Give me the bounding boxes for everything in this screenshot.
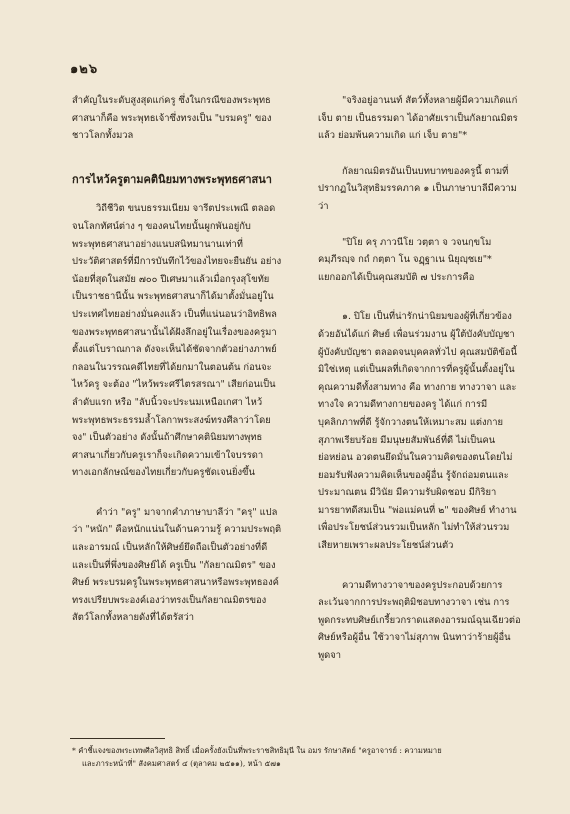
body-paragraph-4: ความดีทางวาจาของครูประกอบด้วยการละเว้นจากการประพฤติมิชอบทางวาจา เช่น การพูดกระทบศิษย์เกรี้ยวกราดแสดงอารมณ์ฉุนเฉียวต่อศิษย์หรือผู้อื่น ใช้วาจาไม่สุภาพ นินทาว่าร้ายผู้อื่น พูดจา — [318, 579, 521, 662]
footnote-line-1: * คำชี้แจงของพระเทพศีลวิสุทธิ สิทธิ์ เมื่อครั้งยังเป็นที่พระราชสิทธิมุนี ใน อมร รักษาสัตย์ "ครูอาจารย์ : ความหมาย — [72, 746, 442, 755]
pali-verse: "ปิโย ครุ ภาวนีโย วตฺตา จ วจนกฺขโม คมฺภีรญฺจ กถํ กตฺตา โน จฏฺฐาเน นิยุญฺชเย"* — [318, 236, 492, 266]
qualities-intro: แยกออกได้เป็นคุณสมบัติ ๗ ประการคือ — [318, 271, 475, 283]
body-paragraph-2: คำว่า "ครู" มาจากคำภาษาบาลีว่า "ครุ" แปลว่า "หนัก" คือหนักแน่นในด้านความรู้ ความประพฤติ และอารมณ์ เป็นหลักให้ศิษย์ยึดถือเป็นตัวอย่างที่ดีและเป็นที่พึ่งของศิษย์ได้ ครูเป็น "กัลยาณมิตร" ของศิษย์ พระบรมครูในพระพุทธศาสนาหรือพระพุทธองค์ทรงเปรียบพระองค์เองว่าทรงเป็นกัลยาณมิตรของสัตว์โลกทั้งหลายดังที่ได้ตรัสว่า — [72, 506, 282, 624]
body-paragraph-3: กัลยาณมิตรอันเป็นบทบาทของครูนี้ ตามที่ปรากฏในวิสุทธิมรรคภาค ๑ เป็นภาษาบาลีมีความว่า — [318, 165, 517, 212]
footnote-divider — [70, 738, 165, 739]
section-heading: การไหว้ครูตามคตินิยมทางพระพุทธศาสนา — [72, 172, 272, 186]
body-paragraph-1: วิถีชีวิต ขนบธรรมเนียม จารีตประเพณี ตลอดจนโลกทัศน์ต่าง ๆ ของคนไทยนั้นผูกพันอยู่กับพระพุทธศาสนาอย่างแนบสนิทมานานเท่าที่ประวัติศาสตร์ที่มีการบันทึกไว้ของไทยจะยืนยัน อย่างน้อยที่สุดในสมัย ๗๐๐ ปีเศษมาแล้วเมื่อกรุงสุโขทัยเป็นราชธานีนั้น พระพุทธศาสนาก็ได้มาตั้งมั่นอยู่ในประเทศไทยอย่างมั่นคงแล้ว เป็นที่แน่นอนว่าอิทธิพลของพระพุทธศาสนานั้นได้ฝังลึกอยู่ในเรื่องของครูมาตั้งแต่โบราณกาล ดังจะเห็นได้ชัดจากตัวอย่างภาพย์ กลอนในวรรณคดีไทยที่ได้ยกมาในตอนต้น ก่อนจะไหว้ครู จะต้อง "ไหว้พระศรีไตรสรณา" เสียก่อนเป็นลำดับแรก หรือ "ลับนิ้วจะประนมเหนือเกศา ไหว้พระพุทธพระธรรมล้ำโลกาพระสงฆ์ทรงศีลาว่าโดยจง" เป็นตัวอย่าง ดังนั้นถ้าศึกษาคตินิยมทางพุทธศาสนาเกี่ยวกับครูเราก็จะเกิดความเข้าใจบรรดาทางเอกลักษณ์ของไทยเกี่ยวกับครูชัดเจนยิ่งขึ้น — [72, 203, 282, 479]
quality-item-1: ๑. ปิโย เป็นที่น่ารักน่านิยมของผู้ที่เกี่ยวข้องด้วยอันได้แก่ ศิษย์ เพื่อนร่วมงาน ผู้ใต้บังคับบัญชา ผู้บังคับบัญชา ตลอดจนบุคคลทั่วไป คุณสมบัติข้อนี้มิใช่เหตุ แต่เป็นผลที่เกิดจากการที่ครูผู้นั้นตั้งอยู่ในคุณความดีทั้งสามทาง คือ ทางกาย ทางวาจา และทางใจ ความดีทางกายของครู ได้แก่ การมีบุคลิกภาพที่ดี รู้จักวางตนให้เหมาะสม แต่งกายสุภาพเรียบร้อย มีมนุษยสัมพันธ์ที่ดี ไม่เป็นคนย่อหย่อน อวดตนยึดมั่นในความคิดของตนโดยไม่ยอมรับฟังความคิดเห็นของผู้อื่น รู้จักถ่อมตนและประมาณตน มีวินัย มีความรับผิดชอบ มีกิริยามารยาทดีสมเป็น "พ่อแม่คนที่ ๒" ของศิษย์ ทำงานเพื่อประโยชน์ส่วนรวมเป็นหลัก ไม่ทำให้ส่วนรวมเสียหายเพราะผลประโยชน์ส่วนตัว — [318, 311, 517, 552]
intro-paragraph: สำคัญในระดับสูงสุดแก่ครู ซึ่งในกรณีของพระพุทธศาสนาก็คือ พระพุทธเจ้าซึ่งทรงเป็น "บรมครู" ของชาวโลกทั้งมวล — [72, 95, 272, 142]
buddha-quote: "จริงอยู่อานนท์ สัตว์ทั้งหลายผู้มีความเกิดแก่ เจ็บ ตาย เป็นธรรมดา ได้อาศัยเราเป็นกัลยาณมิตรแล้ว ย่อมพ้นความเกิด แก่ เจ็บ ตาย"* — [318, 95, 518, 142]
page-number: ๑๒๖ — [70, 62, 99, 77]
right-column — [318, 92, 521, 665]
left-column — [72, 92, 282, 627]
footnote-line-2: และภาระหน้าที่" สังคมศาสตร์ ๔ (ตุลาคม ๒๕๑๑), หน้า ๕๗๑ — [82, 759, 281, 768]
footnote — [72, 744, 522, 770]
